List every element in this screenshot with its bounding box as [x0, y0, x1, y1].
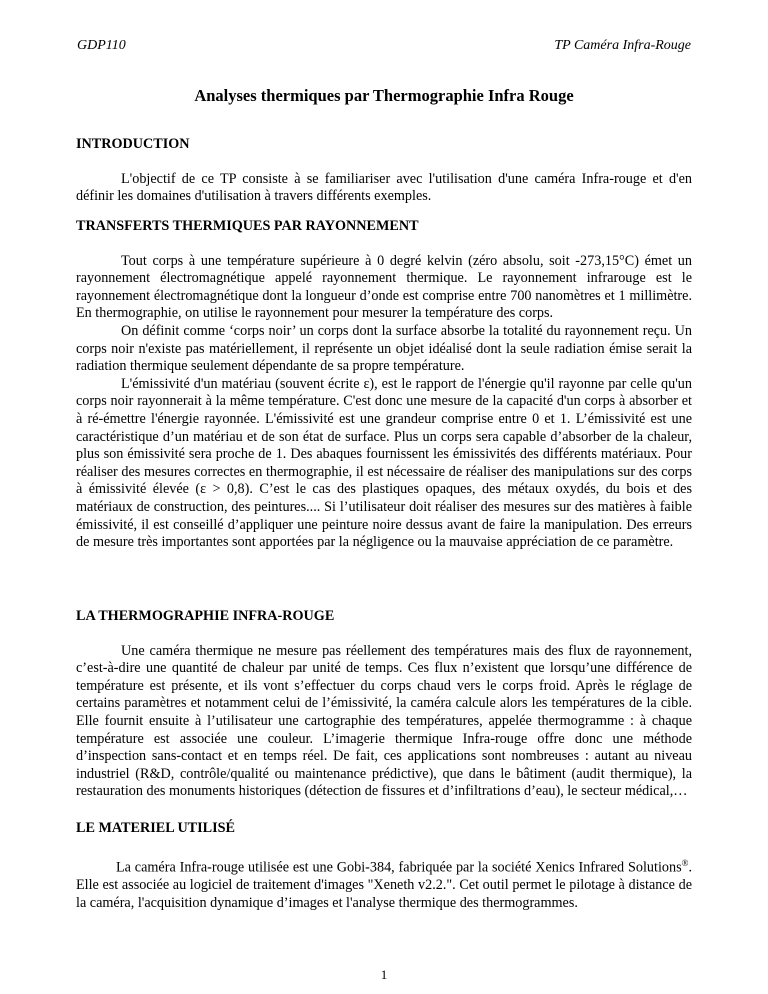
- heading-introduction: INTRODUCTION: [76, 136, 190, 152]
- heading-materiel: LE MATERIEL UTILISÉ: [76, 820, 236, 836]
- heading-thermographie: LA THERMOGRAPHIE INFRA-ROUGE: [76, 608, 335, 624]
- registered-mark: ®: [681, 857, 689, 868]
- transferts-paragraph-2: On définit comme ‘corps noir’ un corps dont la surface absorbe la totalité du rayonnement reçu. Un corps noir n'existe pas matériellement, il représente un objet idéalisé dont la seule radiation émise serait la radiation thermique seulement dépendante de sa propre température.: [76, 322, 692, 375]
- transferts-paragraph-1: Tout corps à une température supérieure à 0 degré kelvin (zéro absolu, soit -273,15°C) émet un rayonnement électromagnétique appelé rayonnement thermique. Le rayonnement infrarouge est le rayonnement électromagnétique dont la longueur d’onde est comprise entre 700 nanomètres et 1 millimètre. En thermographie, on utilise le rayonnement pour mesurer la température des corps.: [76, 252, 692, 322]
- section-introduction: [76, 136, 692, 206]
- intro-paragraph: L'objectif de ce TP consiste à se familiariser avec l'utilisation d'une caméra Infra-rouge et d'en définir les domaines d'utilisation à travers différents exemples.: [76, 170, 692, 205]
- materiel-paragraph: [76, 855, 692, 913]
- section-materiel: [76, 820, 692, 912]
- thermographie-paragraph: Une caméra thermique ne mesure pas réellement des températures mais des flux de rayonnement, c’est-à-dire une quantité de chaleur par unité de temps. Ces flux n’existent que lorsqu’une différence de température est présente, et ils vont s’effectuer du corps chaud vers le corps froid. Après le réglage de certains paramètres et notamment celui de l’émissivité, la caméra calcule alors les températures de la cible. Elle fournit ensuite à l’utilisateur une cartographie des températures, appelée thermogramme : à chaque température est associée une couleur. L’imagerie thermique Infra-rouge offre donc une méthode d’inspection sans-contact et en temps réel. De fait, ces applications sont nombreuses : autant au niveau industriel (R&D, contrôle/qualité ou maintenance prédictive), que dans le bâtiment (audit thermique), la restauration des monuments historiques (détection de fissures et d’infiltrations d’eau), le secteur médical,…: [76, 642, 692, 800]
- header-course-code: GDP110: [77, 38, 126, 53]
- header-doc-title: TP Caméra Infra-Rouge: [554, 38, 691, 53]
- heading-transferts: TRANSFERTS THERMIQUES PAR RAYONNEMENT: [76, 218, 419, 234]
- materiel-text-start: La caméra Infra-rouge utilisée est une Gobi-384, fabriquée par la société Xenics Infrared Solutions: [116, 859, 682, 876]
- page-title: Analyses thermiques par Thermographie Infra Rouge: [194, 86, 574, 105]
- materiel-text-end: . Elle est associée au logiciel de traitement d'images "Xeneth v2.2.". Cet outil permet le pilotage à distance de la caméra, l'acquisition dynamique d’images et l'analyse thermique des thermogrammes.: [76, 859, 692, 911]
- transferts-paragraph-3: L'émissivité d'un matériau (souvent écrite ε), est le rapport de l'énergie qu'il rayonne par celle qu'un corps noir rayonnerait à la même température. C'est donc une mesure de la capacité d'un corps à absorber et à ré-émettre l'énergie rayonnée. L'émissivité est une grandeur comprise entre 0 et 1. L’émissivité est une caractéristique d’un matériau et de son état de surface. Plus un corps sera capable d’absorber de la chaleur, plus son émissivité sera proche de 1. Des abaques fournissent les émissivités des différents matériaux. Pour réaliser des mesures correctes en thermographie, il est nécessaire de réaliser des manipulations sur des corps à émissivité élevée (ε > 0,8). C’est le cas des plastiques opaques, des métaux oxydés, du bois et des matériaux de construction, des peintures.... Si l’utilisateur doit réaliser des mesures sur des matières à faible émissivité, il est conseillé d’appliquer une peinture noire dessus avant de faire la manipulation. Des erreurs de mesure très importantes sont apportées par la négligence ou la mauvaise appréciation de ce paramètre.: [76, 375, 692, 551]
- section-transferts: [76, 218, 692, 552]
- section-thermographie: [76, 608, 692, 801]
- page-number: 1: [380, 967, 388, 982]
